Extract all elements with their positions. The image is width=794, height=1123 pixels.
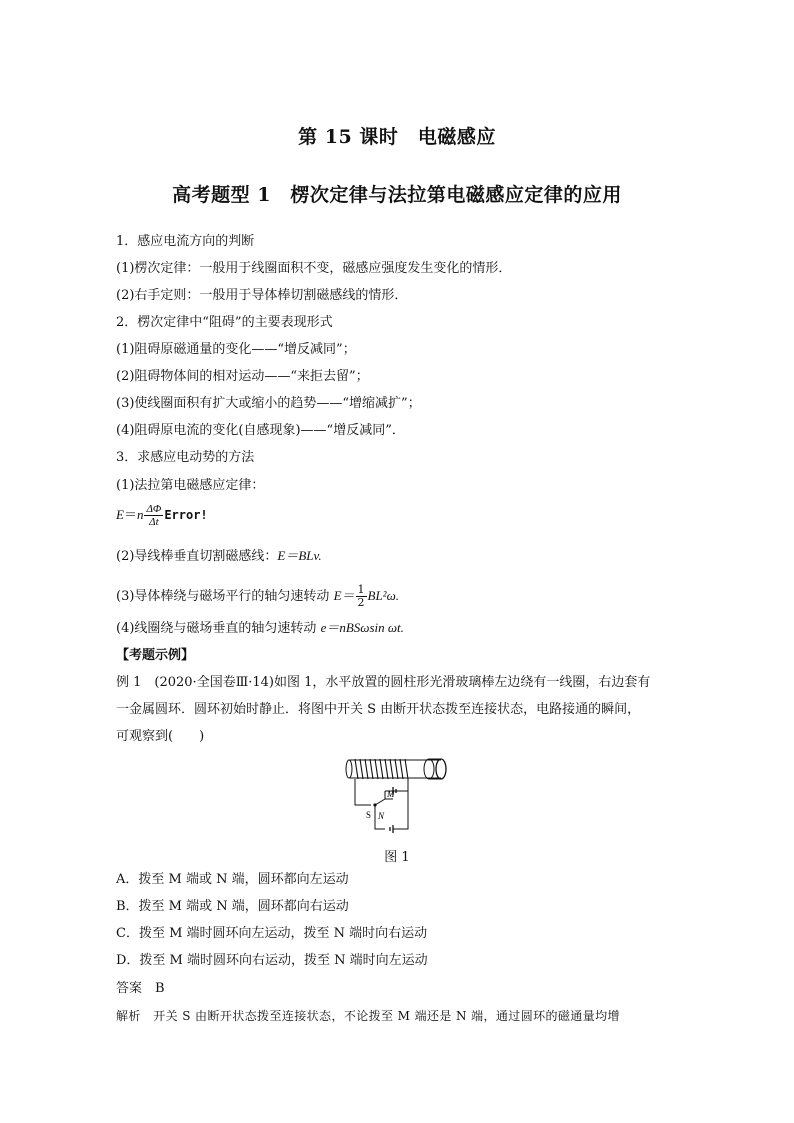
rod-left-end [346, 760, 352, 778]
section2-item-c: (3)使线圈面积有扩大或缩小的趋势——“增缩减扩”； [116, 396, 421, 411]
fraction-denominator: Δt [149, 516, 159, 528]
section1-item-b: (2)右手定则：一般用于导体棒切割磁感线的情形． [116, 288, 408, 303]
battery-bottom [390, 825, 393, 833]
formula-n: n [136, 507, 144, 522]
item-c-lhs: E＝ [333, 588, 355, 603]
item-b-text: (2)导线棒垂直切割磁感线： [116, 549, 278, 564]
metal-ring [436, 759, 446, 779]
topic-subtitle: 高考题型 1 楞次定律与法拉第电磁感应定律的应用 [172, 184, 622, 206]
item-d-text: (4)线圈绕与磁场垂直的轴匀速转动 [116, 621, 321, 636]
section2-item-d: (4)阻碍原电流的变化(自感现象)——“增反减同”． [116, 423, 405, 438]
formula-fraction [144, 503, 163, 528]
fraction-numerator: ΔΦ [146, 503, 162, 515]
item-d-formula: e＝nBSωsin ωt. [320, 620, 404, 635]
switch-pivot [373, 803, 376, 806]
item-c-text: (3)导体棒绕与磁场平行的轴匀速转动 [116, 589, 334, 604]
section3-item-a: (1)法拉第电磁感应定律： [116, 478, 265, 493]
lesson-title: 第 15 课时 电磁感应 [298, 126, 496, 148]
item-c-denominator: 2 [357, 596, 365, 609]
option-c: C．拨至 M 端时圆环向左运动，拨至 N 端时向右运动 [116, 926, 428, 941]
section3-item-d [116, 620, 404, 637]
question-line-3: 可观察到( ) [116, 729, 205, 744]
switch-blade [375, 799, 385, 805]
question-line-1: 例 1 (2020·全国卷Ⅲ·14)如图 1，水平放置的圆柱形光滑玻璃棒左边绕有一线圈，右边套有 [116, 675, 651, 690]
formula-e: E [116, 507, 124, 522]
option-a: A．拨至 M 端或 N 端，圆环都向左运动 [116, 872, 349, 887]
option-b: B．拨至 M 端或 N 端，圆环都向右运动 [116, 899, 349, 914]
example-tag: 【考题示例】 [116, 648, 195, 663]
figure-caption: 图 1 [384, 850, 410, 865]
section3-item-c [116, 584, 399, 609]
section2-item-a: (1)阻碍原磁通量的变化——“增反减同”； [116, 342, 356, 357]
section3-item-b [116, 548, 322, 565]
coil-windings [355, 759, 408, 779]
wire-right [393, 779, 408, 829]
question-line-2: 一金属圆环．圆环初始时静止．将图中开关 S 由断开状态拨至连接状态，电路接通的瞬间， [116, 702, 641, 717]
label-s: S [366, 810, 372, 820]
answer-line: 答案 B [116, 981, 165, 996]
section1-heading: 1．感应电流方向的判断 [116, 234, 255, 249]
analysis-line: 解析 开关 S 由断开状态拨至连接状态，不论拨至 M 端还是 N 端，通过圆环的磁通量均增 [116, 1009, 620, 1023]
item-c-numerator: 1 [357, 583, 365, 596]
wire-left [355, 779, 371, 805]
formula-equals: ＝ [123, 508, 137, 523]
section1-item-a: (1)楞次定律：一般用于线圈面积不变，磁感应强度发生变化的情形． [116, 261, 512, 276]
item-c-rhs: BL²ω. [367, 588, 400, 603]
faraday-formula [116, 503, 208, 528]
label-m: M [387, 789, 395, 799]
label-n: N [378, 811, 385, 821]
item-c-fraction [356, 584, 367, 609]
section2-heading: 2．楞次定律中“阻碍”的主要表现形式 [116, 315, 333, 330]
option-d: D．拨至 M 端时圆环向右运动，拨至 N 端时向左运动 [116, 953, 428, 968]
formula-error-text: Error! [164, 508, 208, 522]
figure-coil-circuit [345, 755, 455, 833]
section2-item-b: (2)阻碍物体间的相对运动——“来拒去留”； [116, 369, 369, 384]
ring-back [424, 759, 434, 779]
item-b-formula: E＝BLv. [277, 548, 322, 563]
section3-heading: 3．求感应电动势的方法 [116, 450, 255, 465]
